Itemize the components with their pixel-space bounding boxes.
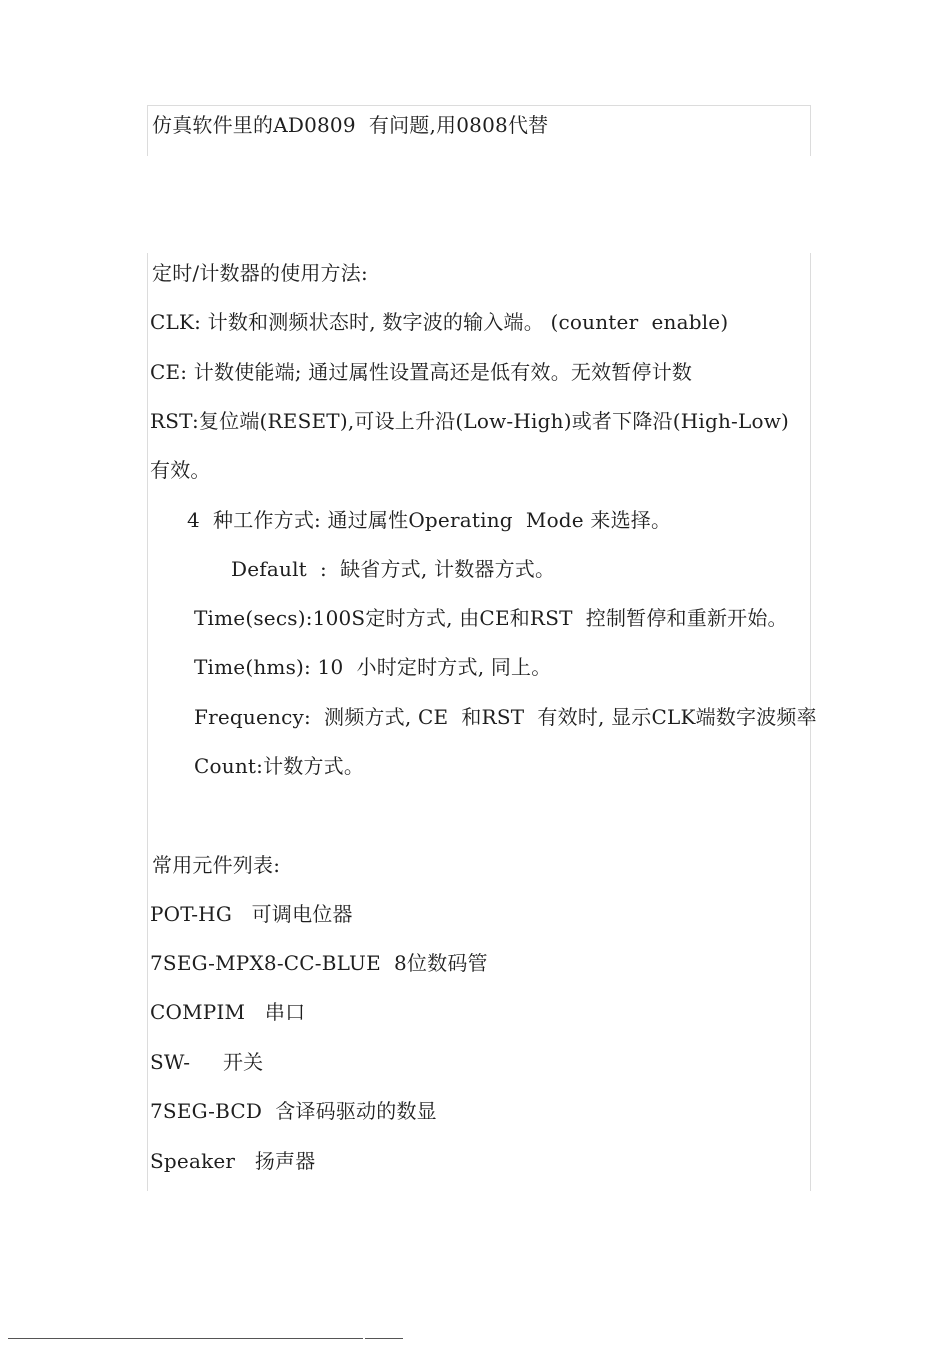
modes-intro: 4 种工作方式: 通过属性Operating Mode 来选择。 <box>187 508 672 532</box>
footer-rule-short <box>365 1338 403 1339</box>
clk-description: CLK: 计数和测频状态时, 数字波的输入端。 (counter enable) <box>150 310 729 334</box>
note-text: 仿真软件里的AD0809 有问题,用0808代替 <box>152 113 549 137</box>
component-item: Speaker 扬声器 <box>150 1149 316 1173</box>
mode-time-secs: Time(secs):100S定时方式, 由CE和RST 控制暂停和重新开始。 <box>194 606 788 630</box>
rst-description-cont: 有效。 <box>150 458 211 482</box>
mode-frequency: Frequency: 测频方式, CE 和RST 有效时, 显示CLK端数字波频率 <box>194 705 817 729</box>
component-item: 7SEG-MPX8-CC-BLUE 8位数码管 <box>150 951 488 975</box>
components-heading: 常用元件列表: <box>152 853 281 877</box>
ce-description: CE: 计数使能端; 通过属性设置高还是低有效。无效暂停计数 <box>150 360 693 384</box>
component-item: COMPIM 串口 <box>150 1000 306 1024</box>
rst-description: RST:复位端(RESET),可设上升沿(Low-High)或者下降沿(High-Low) <box>150 409 790 433</box>
timer-heading: 定时/计数器的使用方法: <box>152 261 368 285</box>
mode-default: Default : 缺省方式, 计数器方式。 <box>231 557 556 581</box>
mode-count: Count:计数方式。 <box>194 754 365 778</box>
component-item: POT-HG 可调电位器 <box>150 902 353 926</box>
footer-rule <box>8 1338 363 1339</box>
mode-time-hms: Time(hms): 10 小时定时方式, 同上。 <box>194 655 552 679</box>
component-item: SW- 开关 <box>150 1050 264 1074</box>
component-item: 7SEG-BCD 含译码驱动的数显 <box>150 1099 437 1123</box>
